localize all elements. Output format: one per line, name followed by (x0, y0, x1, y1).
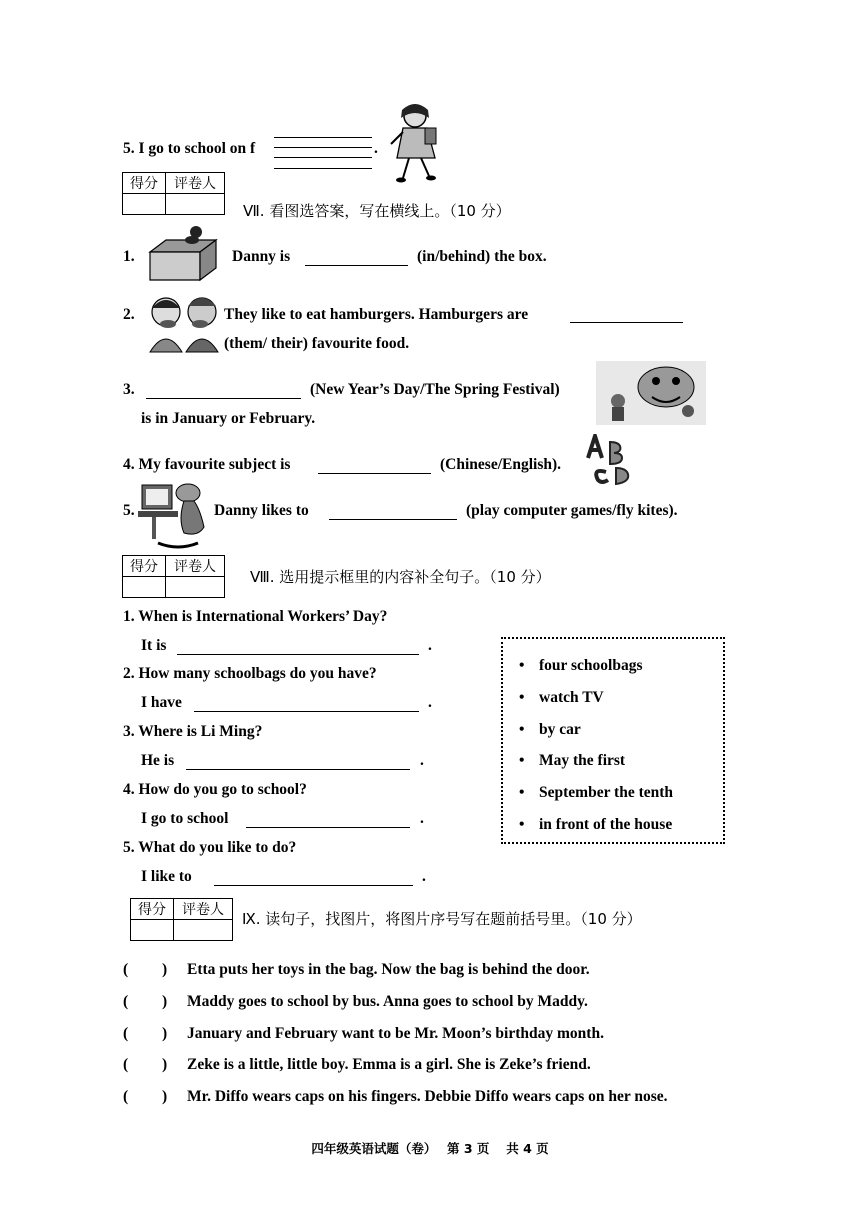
question-text: 1. When is International Workers’ Day? (123, 608, 388, 625)
item-number: 3. (123, 381, 135, 398)
item-number: 1. (123, 248, 135, 265)
score-label: 得分 (123, 173, 166, 194)
answer-paren-close: ) (162, 993, 168, 1010)
item-number: 2. (123, 306, 135, 323)
page-footer: 四年级英语试题（卷） 第 3 页 共 4 页 (311, 1141, 549, 1156)
score-box (122, 172, 225, 215)
answer-paren-open: ( (123, 961, 129, 978)
score-cell[interactable] (131, 920, 174, 941)
item-text: They like to eat hamburgers. Hamburgers are (224, 306, 529, 323)
answer-period: . (422, 868, 426, 885)
item-text: Danny likes to (214, 502, 309, 519)
item-text-line2: (them/ their) favourite food. (224, 335, 410, 352)
answer-paren-open: ( (123, 1025, 129, 1042)
item-number: 5. (123, 502, 135, 519)
answer-period: . (420, 752, 424, 769)
hint-option: • four schoolbags (519, 657, 643, 674)
answer-line[interactable] (318, 473, 431, 474)
question-text: 4. How do you go to school? (123, 781, 307, 798)
question-text: 3. Where is Li Ming? (123, 723, 263, 740)
answer-prefix: It is (141, 637, 167, 654)
answer-line[interactable] (274, 157, 372, 158)
answer-line[interactable] (570, 322, 683, 323)
answer-line[interactable] (194, 711, 419, 712)
alphabet-letters-illustration (584, 434, 634, 486)
score-cell[interactable] (123, 194, 166, 215)
section8-heading: Ⅷ. 选用提示框里的内容补全句子。（10 分） (250, 568, 551, 586)
answer-paren-close: ) (162, 1056, 168, 1073)
item-choice: (in/behind) the box. (417, 248, 547, 265)
score-box (130, 898, 233, 941)
answer-paren-open: ( (123, 1088, 129, 1105)
answer-period: . (428, 637, 432, 654)
answer-prefix: I have (141, 694, 182, 711)
sentence-text: Maddy goes to school by bus. Anna goes to school by Maddy. (187, 993, 588, 1010)
section9-heading: Ⅸ. 读句子，找图片，将图片序号写在题前括号里。（10 分） (242, 910, 642, 928)
q5-top-period: . (374, 140, 378, 157)
hint-box (501, 637, 725, 844)
grader-cell[interactable] (166, 194, 225, 215)
score-cell[interactable] (123, 577, 166, 598)
score-box (122, 555, 225, 598)
score-label: 得分 (123, 556, 166, 577)
grader-cell[interactable] (174, 920, 233, 941)
grader-label: 评卷人 (166, 173, 225, 194)
grader-label: 评卷人 (174, 899, 233, 920)
item-choice: (play computer games/fly kites). (466, 502, 678, 519)
question-text: 2. How many schoolbags do you have? (123, 665, 377, 682)
grader-label: 评卷人 (166, 556, 225, 577)
item-text: Danny is (232, 248, 291, 265)
answer-period: . (428, 694, 432, 711)
answer-line[interactable] (186, 769, 410, 770)
answer-paren-close: ) (162, 961, 168, 978)
answer-prefix: I like to (141, 868, 192, 885)
item-text-line2: is in January or February. (141, 410, 316, 427)
question-text: 5. What do you like to do? (123, 839, 297, 856)
boys-eating-hamburgers-illustration (146, 292, 222, 354)
sentence-text: Zeke is a little, little boy. Emma is a girl. She is Zeke’s friend. (187, 1056, 591, 1073)
answer-line[interactable] (274, 147, 372, 148)
dinosaur-at-computer-illustration (138, 479, 210, 551)
answer-line[interactable] (305, 265, 408, 266)
hint-option: • watch TV (519, 689, 604, 706)
sentence-text: Mr. Diffo wears caps on his fingers. Debbie Diffo wears caps on her nose. (187, 1088, 668, 1105)
answer-line[interactable] (274, 168, 372, 169)
score-label: 得分 (131, 899, 174, 920)
answer-paren-close: ) (162, 1025, 168, 1042)
answer-prefix: He is (141, 752, 175, 769)
hint-option: • September the tenth (519, 784, 674, 801)
answer-line[interactable] (329, 519, 457, 520)
answer-line[interactable] (177, 654, 419, 655)
lion-dance-illustration (596, 361, 706, 425)
item-choice: (New Year’s Day/The Spring Festival) (310, 381, 560, 398)
hint-option: • May the first (519, 752, 626, 769)
section7-heading: Ⅶ. 看图选答案，写在横线上。（10 分） (243, 202, 511, 220)
answer-paren-open: ( (123, 993, 129, 1010)
answer-period: . (420, 810, 424, 827)
answer-paren-open: ( (123, 1056, 129, 1073)
girl-walking-illustration (385, 102, 445, 184)
answer-line[interactable] (274, 137, 372, 138)
hint-option: • in front of the house (519, 816, 673, 833)
q5-top-text: 5. I go to school on f (123, 140, 256, 157)
item-choice: (Chinese/English). (440, 456, 562, 473)
item-text: 4. My favourite subject is (123, 456, 291, 473)
answer-line[interactable] (214, 885, 413, 886)
sentence-text: Etta puts her toys in the bag. Now the bag is behind the door. (187, 961, 590, 978)
hint-option: • by car (519, 721, 581, 738)
answer-paren-close: ) (162, 1088, 168, 1105)
answer-line[interactable] (146, 398, 301, 399)
box-with-dog-illustration (146, 222, 220, 288)
sentence-text: January and February want to be Mr. Moon’s birthday month. (187, 1025, 604, 1042)
answer-line[interactable] (246, 827, 410, 828)
grader-cell[interactable] (166, 577, 225, 598)
answer-prefix: I go to school (141, 810, 229, 827)
